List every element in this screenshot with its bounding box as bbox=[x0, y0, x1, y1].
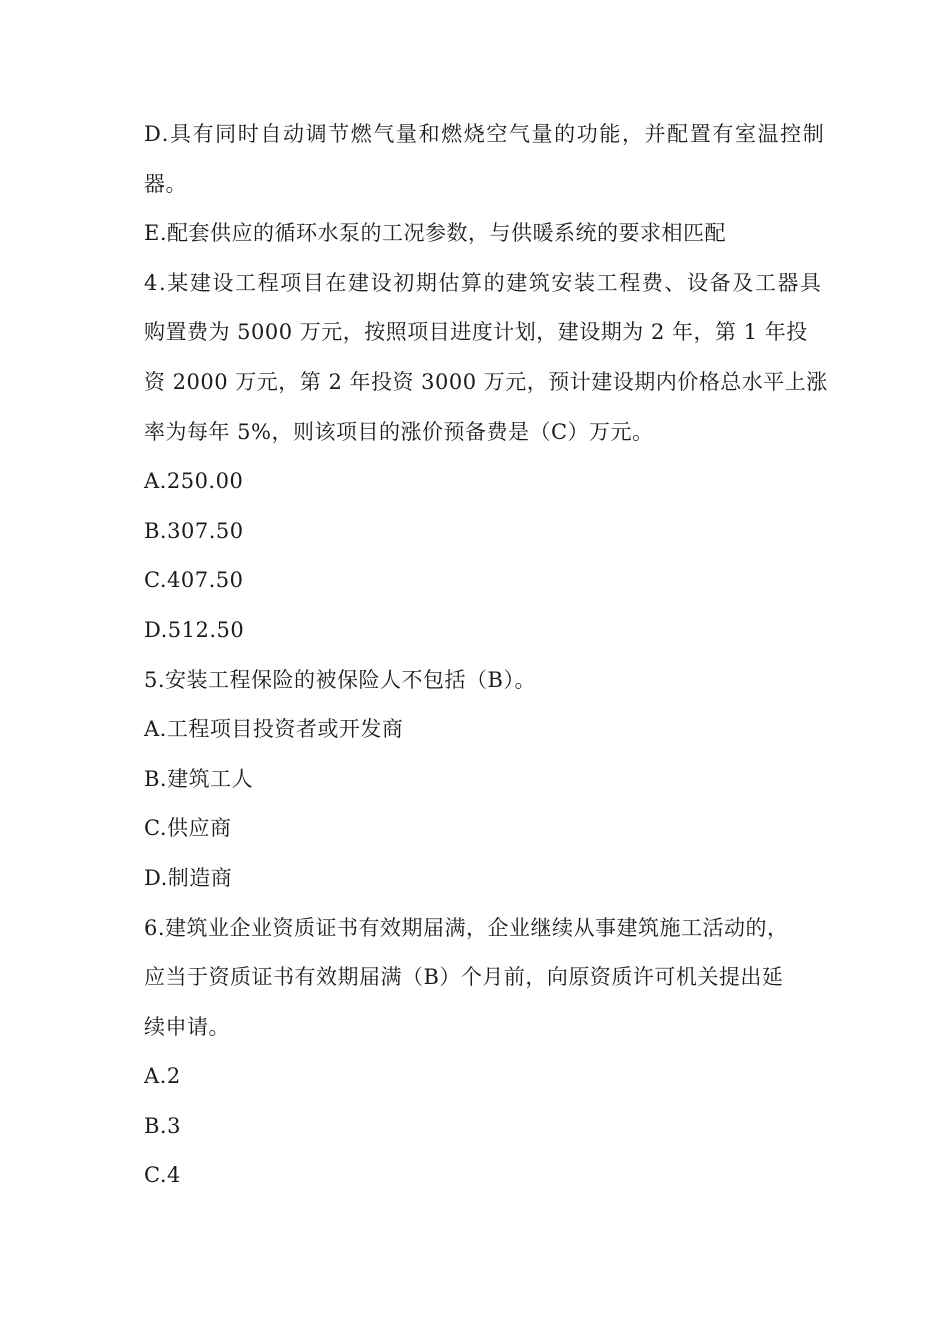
question-4-option-b: B.307.50 bbox=[144, 518, 244, 543]
option-d-line-1: D.具有同时自动调节燃气量和燃烧空气量的功能，并配置有室温控制 bbox=[144, 122, 826, 146]
option-d-line-2: 器。 bbox=[144, 171, 187, 196]
document-page bbox=[144, 110, 828, 1201]
question-4-line-3: 资 2000 万元，第 2 年投资 3000 万元，预计建设期内价格总水平上涨 bbox=[144, 369, 828, 394]
question-4-line-1: 4.某建设工程项目在建设初期估算的建筑安装工程费、设备及工器具 bbox=[144, 270, 823, 295]
question-4-option-a: A.250.00 bbox=[144, 469, 244, 494]
option-e: E.配套供应的循环水泵的工况参数，与供暖系统的要求相匹配 bbox=[144, 221, 727, 246]
question-4-option-d: D.512.50 bbox=[144, 617, 245, 642]
question-6-line-3: 续申请。 bbox=[144, 1014, 230, 1039]
question-6-line-2: 应当于资质证书有效期届满（B）个月前，向原资质许可机关提出延 bbox=[144, 965, 784, 990]
question-5-option-c: C.供应商 bbox=[144, 816, 232, 841]
question-6-option-a: A.2 bbox=[144, 1064, 181, 1089]
question-6-line-1: 6.建筑业企业资质证书有效期届满，企业继续从事建筑施工活动的， bbox=[144, 915, 789, 940]
question-4-line-4: 率为每年 5%，则该项目的涨价预备费是（C）万元。 bbox=[144, 419, 654, 444]
question-4-option-c: C.407.50 bbox=[144, 568, 244, 593]
question-5-option-d: D.制造商 bbox=[144, 865, 233, 890]
question-6-option-c: C.4 bbox=[144, 1163, 181, 1188]
question-4-line-2: 购置费为 5000 万元，按照项目进度计划，建设期为 2 年，第 1 年投 bbox=[144, 320, 808, 345]
question-5-option-b: B.建筑工人 bbox=[144, 766, 254, 791]
question-5: 5.安装工程保险的被保险人不包括（B）。 bbox=[144, 667, 536, 692]
question-6-option-b: B.3 bbox=[144, 1113, 181, 1138]
question-5-option-a: A.工程项目投资者或开发商 bbox=[144, 717, 404, 742]
